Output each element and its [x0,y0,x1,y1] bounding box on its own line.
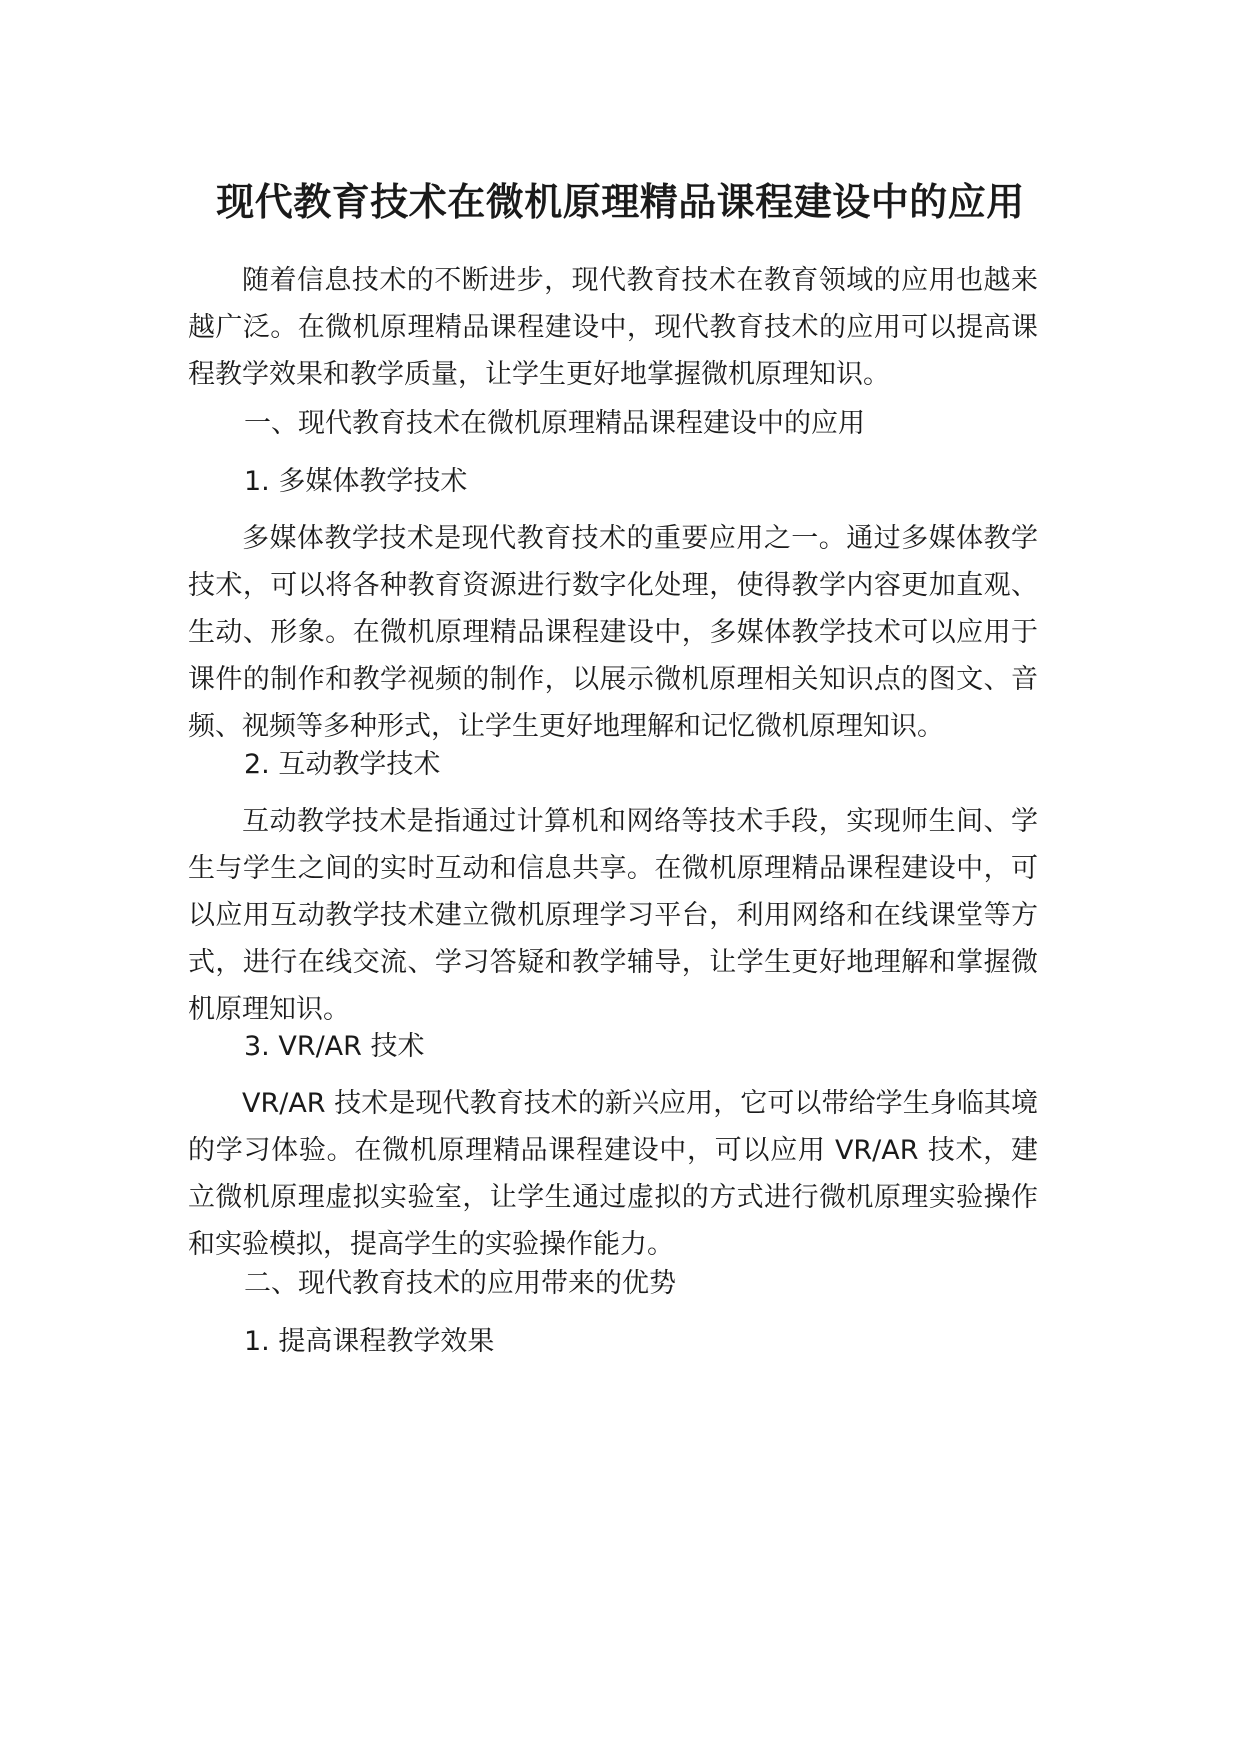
section-heading-1: 一、现代教育技术在微机原理精品课程建设中的应用 [244,408,865,439]
paragraph-vr-ar: VR/AR 技术是现代教育技术的新兴应用，它可以带给学生身临其境的学习体验。在微机原理精品课程建设中，可以应用 VR/AR 技术，建立微机原理虚拟实验室，让学生通过虚拟的方式进行微机原理实验操作和实验模拟，提高学生的实验操作能力。 [188,1088,1038,1260]
paragraph-interactive: 互动教学技术是指通过计算机和网络等技术手段，实现师生间、学生与学生之间的实时互动和信息共享。在微机原理精品课程建设中，可以应用互动教学技术建立微机原理学习平台，利用网络和在线课堂等方式，进行在线交流、学习答疑和教学辅导，让学生更好地理解和掌握微机原理知识。 [188,806,1038,1025]
subheading-vr-ar: 3. VR/AR 技术 [244,1031,425,1062]
section-heading-2: 二、现代教育技术的应用带来的优势 [244,1268,676,1299]
paragraph-multimedia: 多媒体教学技术是现代教育技术的重要应用之一。通过多媒体教学技术，可以将各种教育资源进行数字化处理，使得教学内容更加直观、生动、形象。在微机原理精品课程建设中，多媒体教学技术可以应用于课件的制作和教学视频的制作，以展示微机原理相关知识点的图文、音频、视频等多种形式，让学生更好地理解和记忆微机原理知识。 [188,523,1038,742]
document-title: 现代教育技术在微机原理精品课程建设中的应用 [216,180,1025,224]
intro-paragraph: 随着信息技术的不断进步，现代教育技术在教育领域的应用也越来越广泛。在微机原理精品课程建设中，现代教育技术的应用可以提高课程教学效果和教学质量，让学生更好地掌握微机原理知识。 [188,265,1038,390]
subheading-multimedia: 1. 多媒体教学技术 [244,466,468,497]
subheading-improve-effect: 1. 提高课程教学效果 [244,1326,495,1357]
subheading-interactive: 2. 互动教学技术 [244,749,441,780]
